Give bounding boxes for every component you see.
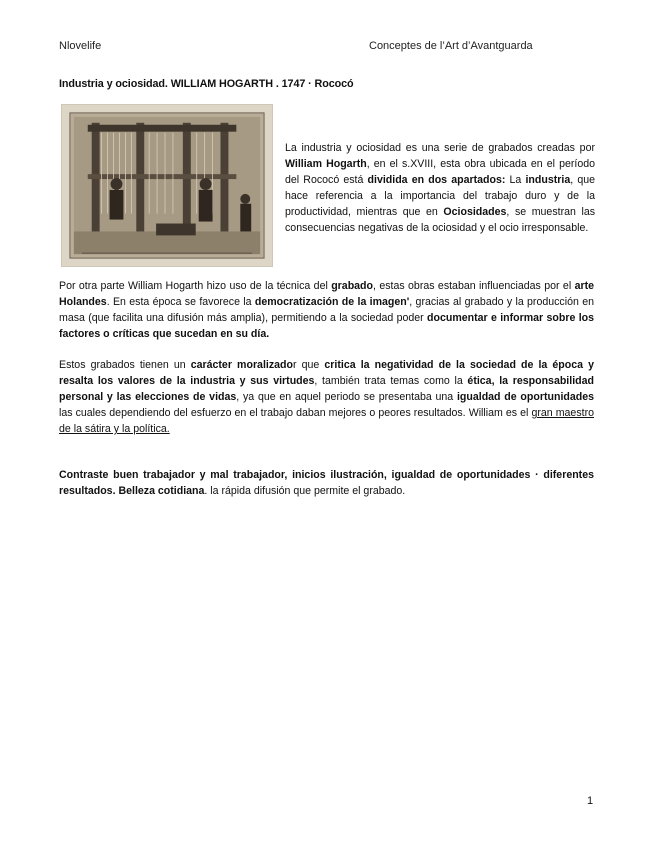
p2-bold-2: arte Holandes — [59, 280, 594, 308]
intro-bold-4: Ociosidades — [443, 206, 507, 218]
p3-text-2: r que — [292, 359, 325, 371]
p3-bold-1: carácter moralizado — [190, 359, 293, 371]
p3-bold-3: ética, la responsabilidad personal y las elecciones de vidas — [59, 375, 594, 403]
header-left: Nlovelife — [59, 40, 102, 52]
p2-text-1: Por otra parte William Hogarth hizo uso de la técnica del — [59, 280, 332, 292]
technique-paragraph — [59, 278, 594, 342]
intro-text-1: La industria y ociosidad es una serie de grabados creadas por — [285, 142, 595, 154]
intro-bold-2: dividida en dos apartados: — [367, 174, 506, 186]
p3-underlined: gran maestro de la sátira y la política. — [59, 407, 594, 435]
p2-text-3: . En esta época se favorece la — [106, 296, 255, 308]
p4-text-1: . la rápida difusión que permite el grabado. — [204, 485, 406, 497]
p2-text-4: , gracias al grabado y la producción en masa (que facilita una difusión más amplia), permitiendo a la sociedad poder — [59, 296, 594, 324]
engraving-image — [61, 104, 273, 267]
page-number: 1 — [587, 795, 594, 807]
header-right: Conceptes de l’Art d’Avantguarda — [369, 40, 533, 52]
p2-bold-1: grabado — [331, 280, 373, 292]
p2-text-2: , estas obras estaban influenciadas por el — [373, 280, 575, 292]
p4-bold-1: Contraste buen trabajador y mal trabajador, inicios ilustración, igualdad de oportunidades · diferentes resultados. Belleza cotidiana — [59, 469, 594, 497]
intro-text-3: La — [505, 174, 526, 186]
intro-bold-3: industria — [525, 174, 571, 186]
intro-text-5: , se muestran las consecuencias negativas de la ociosidad y el ocio irresponsable. — [285, 206, 596, 234]
intro-paragraph — [285, 140, 595, 236]
document-title: Industria y ociosidad. WILLIAM HOGARTH . 1747 · Rococó — [59, 78, 354, 90]
summary-paragraph — [59, 467, 594, 499]
moral-paragraph — [59, 357, 594, 437]
p3-text-3: , también trata temas como la — [314, 375, 468, 387]
intro-text-4: , que hace referencia a la importancia del trabajo duro y de la productividad, mientras que en — [285, 174, 595, 218]
p3-text-1: Estos grabados tienen un — [59, 359, 191, 371]
p2-bold-3: democratización de la imagen' — [254, 296, 410, 308]
intro-bold-1: William Hogarth — [285, 158, 367, 170]
p3-bold-2: critica la negatividad de la sociedad de la época y resalta los valores de la industria y sus virtudes — [59, 359, 595, 387]
p3-text-5: las cuales dependiendo del esfuerzo en el trabajo daban mejores o peores resultados. William es el — [59, 407, 532, 419]
p3-text-4: , ya que en aquel periodo se presentaba una — [236, 391, 457, 403]
intro-text-2: , en el s.XVIII, esta obra ubicada en el período del Rococó está — [285, 158, 595, 186]
p3-bold-4: igualdad de oportunidades — [456, 391, 594, 403]
engraving-illustration — [62, 105, 272, 266]
p2-bold-4: documentar e informar sobre los factores o críticas que sucedan en su día. — [59, 312, 594, 340]
